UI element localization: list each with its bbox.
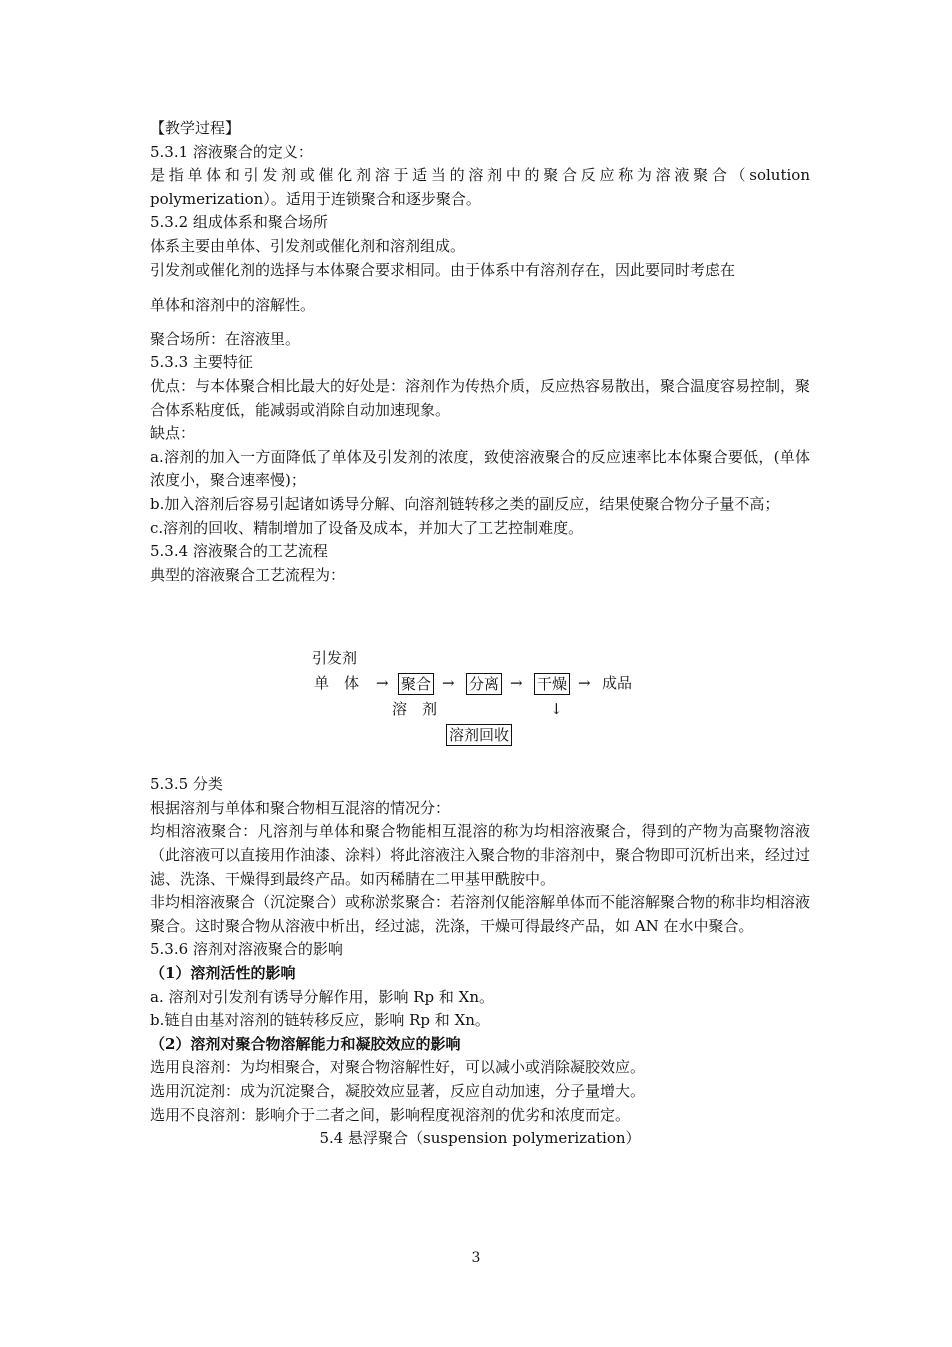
flow-down-arrow: ↓ (550, 700, 563, 719)
disadvantage-a: a.溶剂的加入一方面降低了单体及引发剂的浓度，致使溶液聚合的反应速率比本体聚合要低，(单体浓度小，聚合速率慢)； (150, 447, 810, 490)
homogeneous-paragraph: 均相溶液聚合：凡溶剂与单体和聚合物能相互混溶的称为均相溶液聚合，得到的产物为高聚物溶液（此溶液可以直接用作油漆、涂料）将此溶液注入聚合物的非溶剂中，聚合物即可沉析出来，经过过滤、洗涤、干燥得到最终产品。如丙稀腈在二甲基甲酰胺中。 (150, 822, 811, 888)
heading-5-3-5: 5.3.5 分类 (150, 775, 223, 794)
flow-solvent-recovery-box: 溶剂回收 (446, 724, 512, 746)
polymerization-site-paragraph: 聚合场所：在溶液里。 (150, 329, 301, 348)
flow-arrow-2: → (442, 674, 455, 693)
heading-5-3-6: 5.3.6 溶剂对溶液聚合的影响 (150, 940, 343, 959)
heterogeneous-paragraph: 非均相溶液聚合（沉淀聚合）或称淤浆聚合：若溶剂仅能溶解单体而不能溶解聚合物的称非均相溶液聚合。这时聚合物从溶液中析出，经过滤，洗涤，干燥可得最终产品，如 AN 在水中聚合。 (150, 893, 811, 935)
activity-item-a: a. 溶剂对引发剂有诱导分解作用，影响 Rp 和 Xn。 (150, 987, 495, 1006)
process-intro: 典型的溶液聚合工艺流程为： (150, 565, 346, 584)
flow-polymerize-box: 聚合 (398, 673, 434, 695)
section-header: 【教学过程】 (150, 119, 241, 137)
heading-5-3-4: 5.3.4 溶液聚合的工艺流程 (150, 542, 328, 561)
flow-product-label: 成品 (602, 674, 633, 693)
heading-5-4: 5.4 悬浮聚合（suspension polymerization） (319, 1129, 641, 1148)
flow-arrow-1: → (376, 674, 389, 693)
flow-separate-box: 分离 (466, 673, 502, 695)
classification-intro: 根据溶剂与单体和聚合物相互混溶的情况分： (150, 798, 451, 817)
flow-dry-box: 干燥 (534, 673, 570, 695)
subheading-solubility-gel: （2）溶剂对聚合物溶解能力和凝胶效应的影响 (150, 1034, 461, 1053)
initiator-paragraph: 引发剂或催化剂的选择与本体聚合要求相同。由于体系中有溶剂存在，因此要同时考虑在 (150, 260, 736, 279)
solubility-paragraph: 单体和溶剂中的溶解性。 (150, 296, 316, 315)
good-solvent-line: 选用良溶剂：为均相聚合，对聚合物溶解性好，可以减小或消除凝胶效应。 (150, 1058, 646, 1077)
heading-5-3-2: 5.3.2 组成体系和聚合场所 (150, 213, 328, 232)
flow-initiator-label: 引发剂 (312, 649, 358, 668)
advantages-paragraph: 优点：与本体聚合相比最大的好处是：溶剂作为传热介质，反应热容易散出，聚合温度容易控制，聚合体系粘度低，能减弱或消除自动加速现象。 (150, 376, 811, 419)
flow-solvent-label: 溶 剂 (392, 700, 438, 719)
activity-item-b: b.链自由基对溶剂的链转移反应，影响 Rp 和 Xn。 (150, 1011, 490, 1030)
document-body (150, 117, 810, 1151)
subheading-solvent-activity: （1）溶剂活性的影响 (150, 964, 296, 983)
flow-arrow-4: → (578, 674, 591, 693)
definition-paragraph: 是指单体和引发剂或催化剂溶于适当的溶剂中的聚合反应称为溶液聚合（solution polymerization）。适用于连锁聚合和逐步聚合。 (150, 166, 810, 208)
disadvantage-b: b.加入溶剂后容易引起诸如诱导分解、向溶剂链转移之类的副反应，结果使聚合物分子量不高； (150, 494, 780, 513)
page-number: 3 (471, 1250, 481, 1266)
process-flow-diagram (150, 647, 810, 767)
heading-5-3-3: 5.3.3 主要特征 (150, 353, 253, 372)
heading-5-3-1: 5.3.1 溶液聚合的定义： (150, 142, 313, 161)
flow-monomer-label: 单 体 (314, 674, 360, 693)
poor-solvent-line: 选用不良溶剂：影响介于二者之间，影响程度视溶剂的优劣和浓度而定。 (150, 1105, 631, 1124)
disadvantages-label: 缺点： (150, 424, 196, 443)
precipitant-line: 选用沉淀剂：成为沉淀聚合，凝胶效应显著，反应自动加速，分子量增大。 (150, 1082, 646, 1100)
composition-paragraph: 体系主要由单体、引发剂或催化剂和溶剂组成。 (150, 236, 466, 255)
flow-arrow-3: → (510, 674, 523, 693)
disadvantage-c: c.溶剂的回收、精制增加了设备及成本，并加大了工艺控制难度。 (150, 518, 584, 537)
